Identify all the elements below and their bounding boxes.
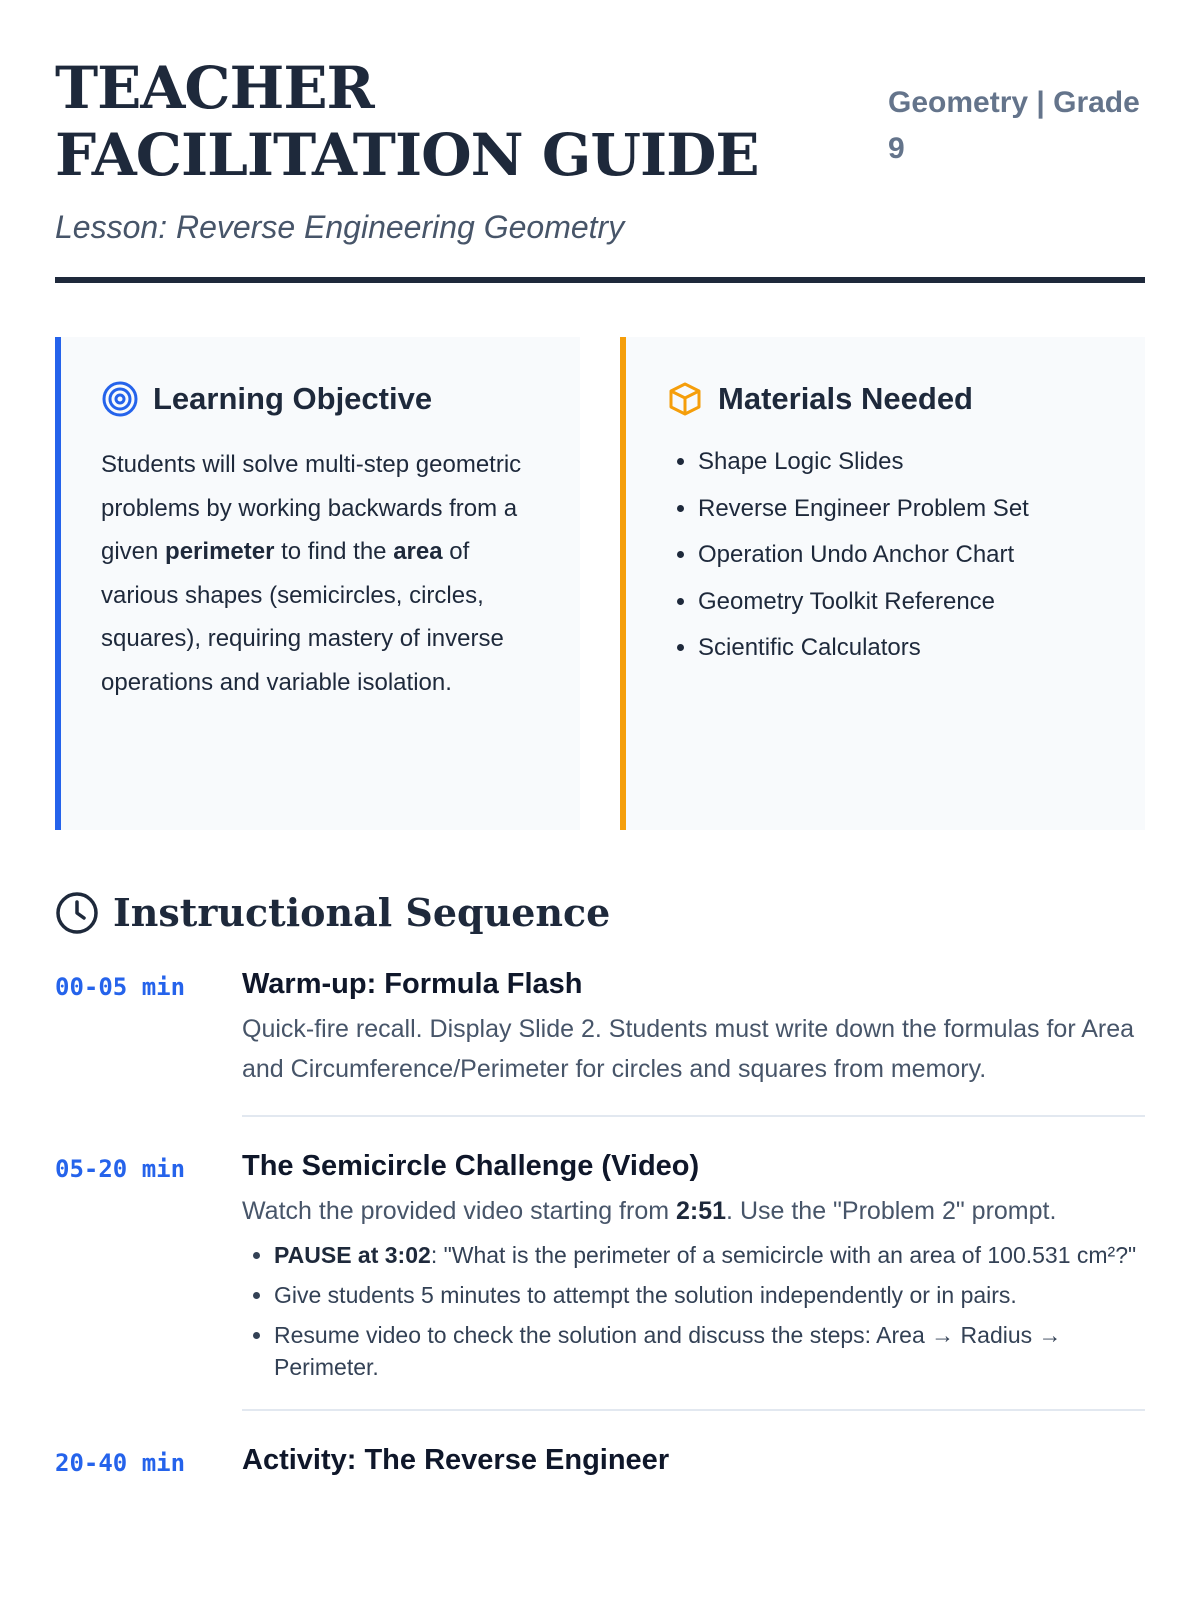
list-item: • Operation Undo Anchor Chart [698,532,1105,579]
list-item [274,1239,1145,1271]
list-item [274,1279,1145,1311]
materials-card [620,337,1145,830]
step-divider [242,1409,1145,1411]
bullet-bold: PAUSE at 3:02 [274,1242,431,1268]
step-desc-part: Watch the provided video starting from [242,1197,676,1225]
step-time: 20-40 min [55,1449,186,1477]
header [55,0,1145,283]
list-item: • Scientific Calculators [698,625,1105,672]
step-desc-timestamp: 2:51 [676,1197,727,1225]
sequence-header [55,890,1145,935]
clock-icon [55,891,99,935]
step-title: The Semicircle Challenge (Video) [242,1150,700,1182]
step-description: Quick-fire recall. Display Slide 2. Students must write down the formulas for Area and Circumference/Perimeter for circles and squares from memory. [242,1015,1135,1083]
materials-heading: Materials Needed [718,381,973,416]
step-description [242,1191,1145,1231]
step-body [242,1147,1145,1391]
page-title: TEACHER FACILITATION GUIDE [55,54,759,189]
materials-header [666,377,1105,421]
header-divider [55,277,1145,283]
target-icon [101,380,139,418]
step-bullets [242,1239,1145,1383]
list-item: • Reverse Engineer Problem Set [698,486,1105,533]
objective-text-part: of various shapes (semicircles, circles, squares), requiring mastery of inverse operations and variable isolation. [101,538,504,696]
cube-icon [666,380,704,418]
learning-objective-text [101,443,541,704]
step-desc-part: . Use the "Problem 2" prompt. [726,1197,1057,1225]
sequence-step [55,965,1145,1089]
step-title: Activity: The Reverse Engineer [242,1444,670,1476]
sequence-step [55,1147,1145,1391]
bullet-text: : "What is the perimeter of a semicircle with an area of 100.531 cm²?" [430,1242,1137,1268]
step-title: Warm-up: Formula Flash [242,968,583,1000]
list-item: • Geometry Toolkit Reference [698,579,1105,626]
materials-list [666,439,1105,672]
step-divider [242,1115,1145,1117]
step-time: 00-05 min [55,973,186,1001]
list-item [274,1319,1145,1383]
step-body [242,1441,1145,1479]
sequence-heading: Instructional Sequence [113,890,611,935]
learning-objective-card [55,337,580,830]
objective-text-part: to find the [274,538,394,565]
sequence-step [55,1441,1145,1479]
course-meta: Geometry | Grade 9 [888,86,1140,165]
lesson-subtitle: Lesson: Reverse Engineering Geometry [55,209,625,245]
learning-objective-heading: Learning Objective [153,381,433,416]
objective-bold-area: area [393,538,443,565]
overview-cards [55,337,1145,830]
bullet-text: Resume video to check the solution and discuss the steps: Area → Radius → Perimeter. [274,1322,1062,1380]
learning-objective-header [101,377,540,421]
step-body [242,965,1145,1089]
step-time: 05-20 min [55,1155,186,1183]
objective-bold-perimeter: perimeter [165,538,275,565]
bullet-text: Give students 5 minutes to attempt the solution independently or in pairs. [274,1282,1017,1308]
objective-text-part: Students will solve multi-step geometric problems by working backwards from a given [101,451,522,565]
list-item: • Shape Logic Slides [698,439,1105,486]
